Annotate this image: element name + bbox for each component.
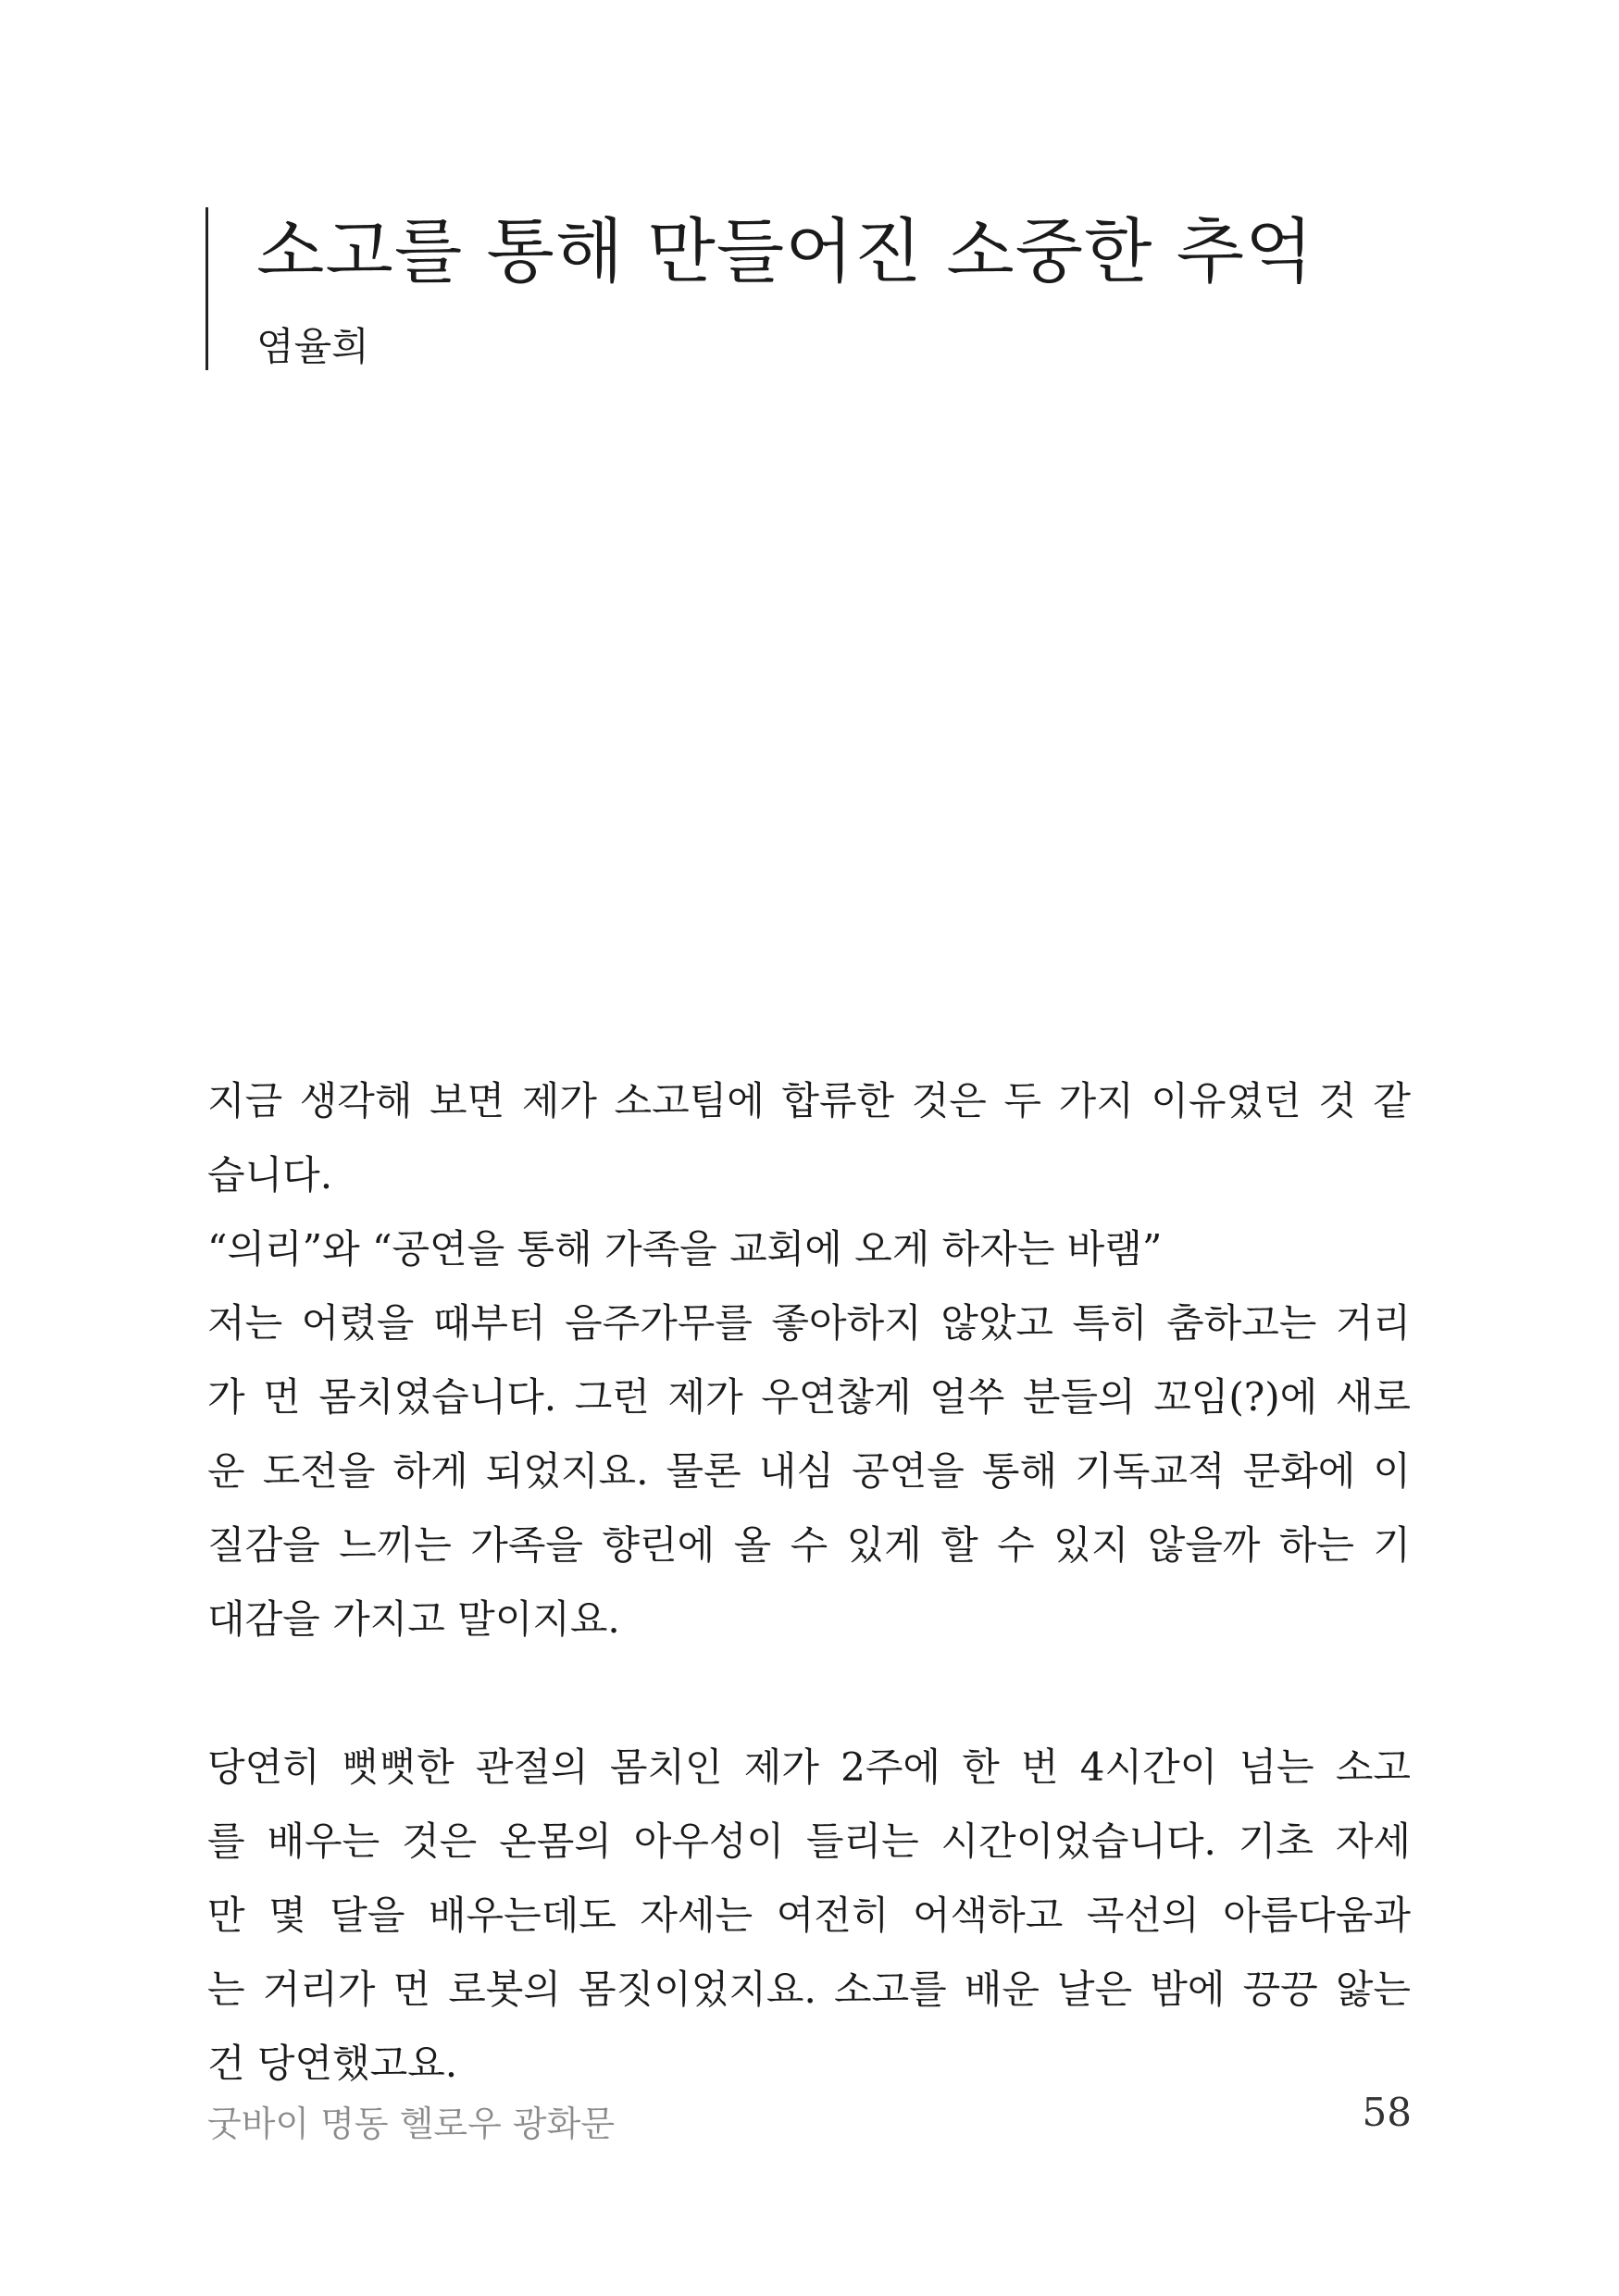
- text-line: 는 거리가 먼 로봇의 몸짓이었지요. 소고를 배운 날은 밤에 끙끙 앓는: [207, 1967, 1411, 2012]
- article-body: [207, 1064, 1411, 2101]
- article-title: 소고를 통해 만들어진 소중한 추억: [256, 210, 1314, 292]
- text-line: 저는 어렸을 때부터 음주가무를 좋아하지 않았고 특히 춤하고는 거리: [207, 1300, 1411, 1346]
- text-line: 건 당연했고요.: [207, 2041, 458, 2086]
- text-line: 만 몇 달을 배우는데도 자세는 여전히 어색하고 곡선의 아름다움과: [207, 1893, 1411, 1938]
- text-line: 가 먼 몸치였습니다. 그런 제가 우연찮게 얼쑤 분들의 꼬임(?)에 새로: [207, 1374, 1411, 1420]
- paragraph-2: [207, 1731, 1411, 2101]
- title-block: [205, 207, 1314, 370]
- text-line: 당연히 뻣뻣한 관절의 몸치인 제가 2주에 한 번 4시간이 넘는 소고: [207, 1744, 1411, 1790]
- footer-book-title: 굿바이 명동 헬로우 광화문: [207, 2104, 616, 2144]
- text-line: 를 배우는 것은 온몸의 아우성이 들리는 시간이었습니다. 기초 자세: [207, 1818, 1411, 1864]
- text-line: 질감을 느끼는 가족을 향린에 올 수 있게 할 수 있지 않을까 하는 기: [207, 1522, 1411, 1568]
- paragraph-1: [207, 1064, 1411, 1657]
- page-number: 58: [1362, 2090, 1412, 2135]
- text-line: 습니다.: [207, 1152, 333, 1198]
- paragraph-gap: [207, 1657, 1411, 1731]
- text-line: 운 도전을 하게 되었지요. 물론 내심 공연을 통해 기독교적 문화에 이: [207, 1448, 1411, 1494]
- text-line: 지금 생각해 보면 제가 소고팀에 합류한 것은 두 가지 이유였던 것 같: [207, 1078, 1411, 1123]
- text-line: “의리”와 “공연을 통해 가족을 교회에 오게 하자는 바램”: [207, 1226, 1163, 1272]
- author-name: 염율희: [256, 324, 369, 369]
- text-line: 대감을 가지고 말이지요.: [207, 1596, 620, 1642]
